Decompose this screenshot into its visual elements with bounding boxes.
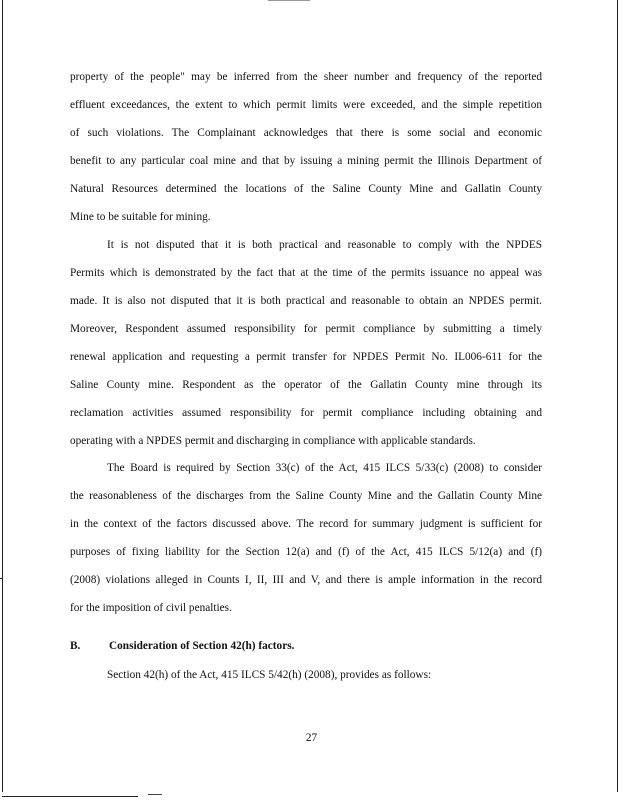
paragraph-line: Permits which is demonstrated by the fact that at the time of the permits issuance no appeal was <box>70 267 542 279</box>
paragraph-line: (2008) violations alleged in Counts I, II, III and V, and there is ample information in the record <box>70 574 542 586</box>
bottom-rule <box>2 796 138 797</box>
paragraph-line: Mine to be suitable for mining. <box>70 211 211 223</box>
bottom-scan-mark <box>148 794 162 795</box>
section-letter: B. <box>70 640 81 652</box>
paragraph-line: Section 42(h) of the Act, 415 ILCS 5/42(h) (2008), provides as follows: <box>107 669 432 681</box>
paragraph-line: purposes of fixing liability for the Section 12(a) and (f) of the Act, 415 ILCS 5/12(a) and (f) <box>70 546 542 558</box>
paragraph-line: for the imposition of civil penalties. <box>70 602 232 614</box>
paragraph-line: renewal application and requesting a permit transfer for NPDES Permit No. IL006-611 for the <box>70 351 542 363</box>
paragraph-line: Moreover, Respondent assumed responsibility for permit compliance by submitting a timely <box>70 323 542 335</box>
paragraph-line: The Board is required by Section 33(c) of the Act, 415 ILCS 5/33(c) (2008) to consider <box>107 462 542 474</box>
paragraph-line: Natural Resources determined the locations of the Saline County Mine and Gallatin County <box>70 183 542 195</box>
left-scan-mark <box>0 578 3 579</box>
paragraph-line: benefit to any particular coal mine and that by issuing a mining permit the Illinois Department of <box>70 155 542 167</box>
paragraph-line: the reasonableness of the discharges from the Saline County Mine and the Gallatin County Mine <box>70 490 542 502</box>
paragraph-line: in the context of the factors discussed above. The record for summary judgment is sufficient for <box>70 518 542 530</box>
paragraph-line: Saline County mine. Respondent as the operator of the Gallatin County mine through its <box>70 379 542 391</box>
paragraph-line: It is not disputed that it is both practical and reasonable to comply with the NPDES <box>107 239 542 251</box>
paragraph-line: made. It is also not disputed that it is both practical and reasonable to obtain an NPDES permit. <box>70 295 542 307</box>
paragraph-line: effluent exceedances, the extent to which permit limits were exceeded, and the simple repetition <box>70 99 542 111</box>
paragraph-line: operating with a NPDES permit and discharging in compliance with applicable standards. <box>70 435 476 447</box>
paragraph-line: of such violations. The Complainant acknowledges that there is some social and economic <box>70 127 542 139</box>
paragraph-line: reclamation activities assumed responsibility for permit compliance including obtaining and <box>70 407 542 419</box>
top-scan-mark <box>268 0 310 1</box>
page-number: 27 <box>305 732 318 744</box>
section-title: Consideration of Section 42(h) factors. <box>109 640 295 652</box>
paragraph-line: property of the people" may be inferred from the sheer number and frequency of the reported <box>70 71 542 83</box>
